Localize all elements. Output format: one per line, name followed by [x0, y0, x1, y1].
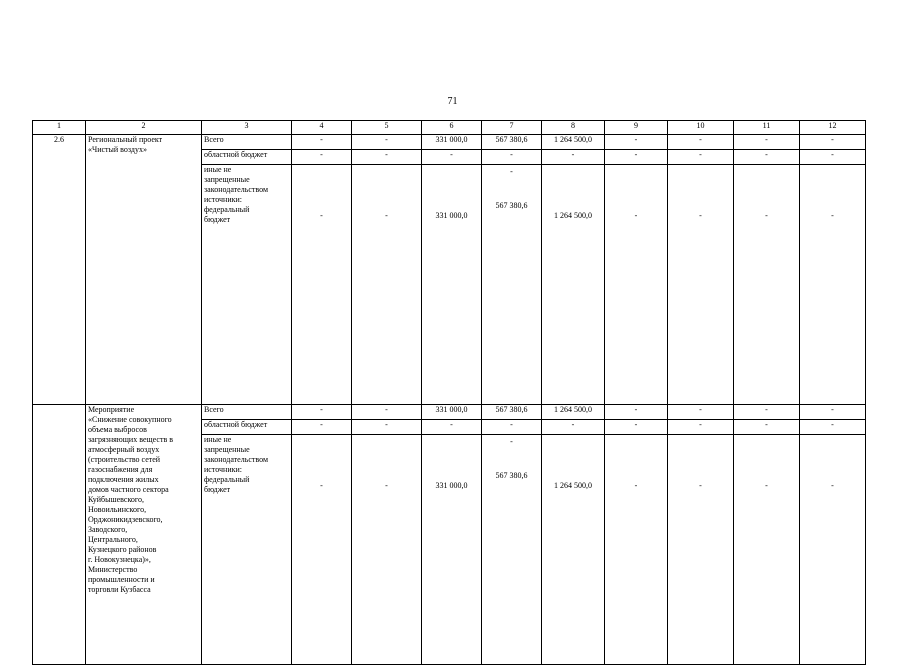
header-cell: 12 [800, 121, 866, 135]
value-cell: - [800, 420, 866, 435]
header-cell: 6 [422, 121, 482, 135]
value-amount: 567 380,6 [495, 201, 528, 210]
header-row [33, 121, 866, 135]
value-cell: - [605, 435, 668, 665]
value-cell: - [292, 420, 352, 435]
value-cell: - [734, 405, 800, 420]
value-cell: - [352, 135, 422, 150]
value-cell [482, 435, 542, 665]
value-cell: 1 264 500,0 [542, 165, 605, 405]
header-cell: 2 [86, 121, 202, 135]
value-cell: - [352, 165, 422, 405]
value-cell: - [734, 135, 800, 150]
header-cell: 3 [202, 121, 292, 135]
value-cell: - [352, 150, 422, 165]
value-cell: - [734, 150, 800, 165]
header-cell: 1 [33, 121, 86, 135]
value-cell: - [734, 165, 800, 405]
value-cell: - [292, 150, 352, 165]
value-cell: 331 000,0 [422, 405, 482, 420]
value-dash: - [510, 437, 513, 446]
value-cell: - [668, 135, 734, 150]
header-cell: 5 [352, 121, 422, 135]
table-row [33, 405, 866, 420]
value-cell: 331 000,0 [422, 435, 482, 665]
value-cell: - [605, 150, 668, 165]
value-cell: - [605, 405, 668, 420]
value-cell: - [422, 420, 482, 435]
value-cell: - [668, 150, 734, 165]
value-dash: - [510, 167, 513, 176]
value-cell: 567 380,6 [482, 135, 542, 150]
value-cell: - [800, 150, 866, 165]
value-cell: - [734, 435, 800, 665]
funding-source: областной бюджет [202, 150, 292, 165]
value-cell: - [668, 435, 734, 665]
value-cell: - [482, 150, 542, 165]
value-cell: 1 264 500,0 [542, 405, 605, 420]
funding-source: Всего [202, 405, 292, 420]
value-cell: - [605, 165, 668, 405]
header-cell: 8 [542, 121, 605, 135]
value-cell: - [542, 420, 605, 435]
value-cell: 1 264 500,0 [542, 435, 605, 665]
funding-source: Всего [202, 135, 292, 150]
value-cell: - [800, 135, 866, 150]
value-cell: 1 264 500,0 [542, 135, 605, 150]
project-name: Мероприятие «Снижение совокупного объема выбросов загрязняющих веществ в атмосферный воздух (строительство сетей газоснабжения для подключения жилых домов частного сектора Куйбышевского, Новоильинского, Орджоникидзевского, Заводского, Центрального, Кузнецкого районов г. Новокузнецка)», Министерство промышленности и торговли Кузбасса [86, 405, 202, 665]
value-cell: - [800, 165, 866, 405]
value-cell: - [482, 420, 542, 435]
funding-source: иные не запрещенные законодательством источники: федеральный бюджет [202, 165, 292, 405]
row-number: 2.6 [33, 135, 86, 405]
value-cell: - [605, 420, 668, 435]
header-cell: 10 [668, 121, 734, 135]
page-number: 71 [447, 96, 458, 107]
budget-table [32, 120, 866, 665]
row-number [33, 405, 86, 665]
funding-source: областной бюджет [202, 420, 292, 435]
value-cell [482, 165, 542, 405]
value-cell: - [422, 150, 482, 165]
value-cell: - [292, 135, 352, 150]
value-cell: - [605, 135, 668, 150]
value-cell: - [292, 435, 352, 665]
table-row [33, 135, 866, 150]
value-cell: - [800, 405, 866, 420]
value-cell: - [800, 435, 866, 665]
value-cell: - [734, 420, 800, 435]
value-cell: - [668, 420, 734, 435]
value-cell: 331 000,0 [422, 165, 482, 405]
funding-source: иные не запрещенные законодательством источники: федеральный бюджет [202, 435, 292, 665]
value-cell: - [542, 150, 605, 165]
project-name: Региональный проект «Чистый воздух» [86, 135, 202, 405]
header-cell: 4 [292, 121, 352, 135]
value-cell: - [292, 405, 352, 420]
value-cell: - [352, 420, 422, 435]
header-cell: 11 [734, 121, 800, 135]
header-cell: 9 [605, 121, 668, 135]
value-amount: 567 380,6 [495, 471, 528, 480]
value-cell: - [668, 405, 734, 420]
value-cell: - [352, 405, 422, 420]
value-cell: 331 000,0 [422, 135, 482, 150]
value-cell: - [668, 165, 734, 405]
header-cell: 7 [482, 121, 542, 135]
value-cell: - [292, 165, 352, 405]
value-cell: 567 380,6 [482, 405, 542, 420]
value-cell: - [352, 435, 422, 665]
